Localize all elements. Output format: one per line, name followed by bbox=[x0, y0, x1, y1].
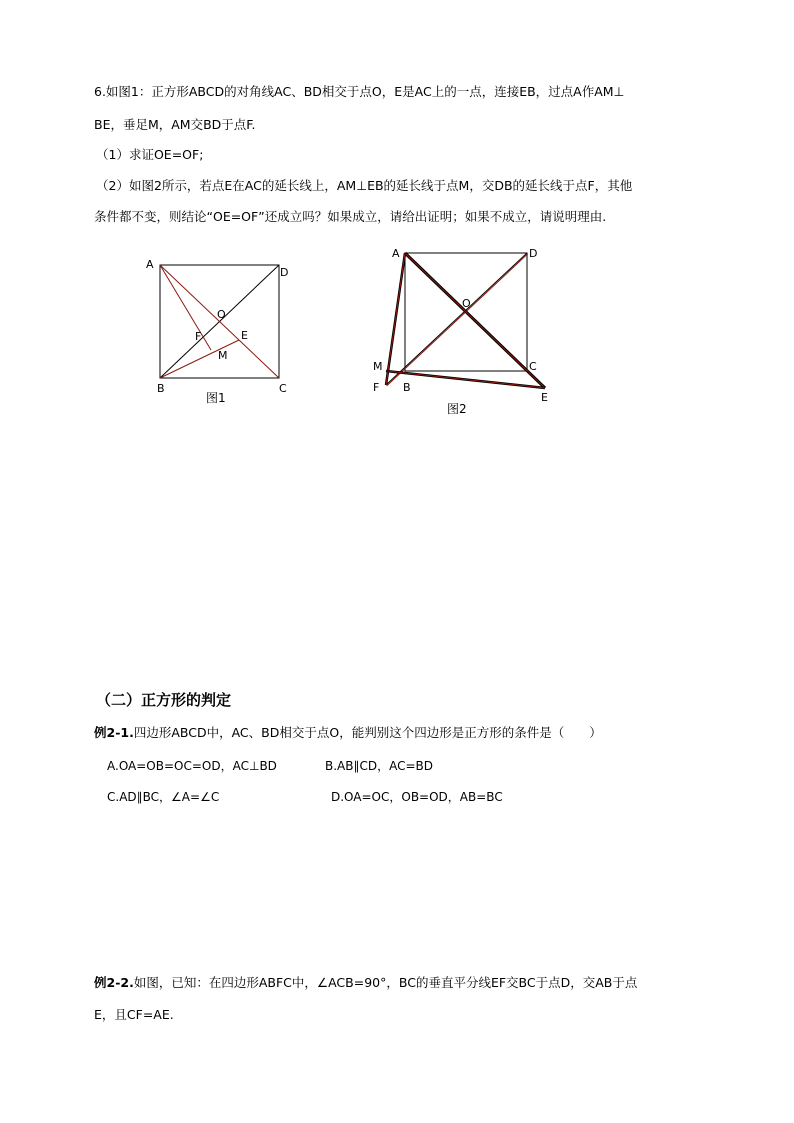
figure2-label-c: C bbox=[529, 360, 537, 373]
example21-option-a: A.OA=OB=OC=OD，AC⊥BD bbox=[107, 759, 277, 773]
figure1-label-a: A bbox=[146, 258, 154, 271]
problem6-question2-line1: （2）如图2所示，若点E在AC的延长线上，AM⊥EB的延长线于点M，交DB的延长线于点F，其他 bbox=[96, 178, 633, 193]
problem6-question2-line2: 条件都不变，则结论“OE=OF”还成立吗？如果成立，请给出证明；如果不成立，请说明理由. bbox=[94, 209, 607, 224]
figure2-segment-af-red bbox=[386, 253, 405, 385]
figure1-label-d: D bbox=[280, 266, 289, 279]
example22-line1 bbox=[94, 975, 637, 991]
figure2-label-d: D bbox=[529, 247, 538, 260]
figure1-label-f: F bbox=[195, 330, 202, 343]
figure2-diagonal-db-red bbox=[387, 254, 528, 386]
figure1 bbox=[146, 258, 288, 405]
example21-text: 四边形ABCD中，AC、BD相交于点O，能判别这个四边形是正方形的条件是（ ） bbox=[133, 725, 602, 740]
problem6-line2: BE，垂足M，AM交BD于点F. bbox=[94, 117, 256, 132]
figure1-segment-am bbox=[160, 265, 211, 350]
figure1-caption: 图1 bbox=[206, 391, 226, 405]
figure1-label-o: O bbox=[217, 308, 226, 321]
figure2-label-f: F bbox=[373, 381, 380, 394]
problem6-line1: 6.如图1：正方形ABCD的对角线AC、BD相交于点O，E是AC上的一点，连接EB，过点A作AM⊥ bbox=[94, 84, 625, 99]
figure1-label-m: M bbox=[218, 349, 228, 362]
example22-tag: 例2-2. bbox=[94, 975, 134, 990]
example21-option-b: B.AB∥CD，AC=BD bbox=[325, 759, 434, 773]
figure1-label-e: E bbox=[241, 329, 248, 342]
figure2-label-o: O bbox=[462, 297, 471, 310]
section-heading: （二）正方形的判定 bbox=[96, 691, 232, 709]
figure1-label-b: B bbox=[157, 382, 165, 395]
figure2-label-e: E bbox=[541, 391, 548, 404]
example21-option-d: D.OA=OC，OB=OD，AB=BC bbox=[331, 790, 503, 804]
figure2 bbox=[373, 247, 548, 416]
example21-option-c: C.AD∥BC，∠A=∠C bbox=[107, 790, 220, 804]
figure2-label-m: M bbox=[373, 360, 383, 373]
example21-question bbox=[94, 725, 602, 741]
figure2-segment-ae-red bbox=[405, 253, 545, 388]
figure2-diagonal-db-extended bbox=[386, 253, 527, 385]
figure2-label-a: A bbox=[392, 247, 400, 260]
figure2-label-b: B bbox=[403, 381, 411, 394]
problem6-question1: （1）求证OE=OF; bbox=[96, 147, 204, 162]
example22-text: 如图，已知：在四边形ABFC中，∠ACB=90°，BC的垂直平分线EF交BC于点D，交AB于点 bbox=[133, 975, 638, 990]
example22-line2: E，且CF=AE. bbox=[94, 1007, 174, 1022]
example21-tag: 例2-1. bbox=[94, 725, 134, 740]
figure2-caption: 图2 bbox=[447, 402, 467, 416]
figure1-label-c: C bbox=[279, 382, 287, 395]
